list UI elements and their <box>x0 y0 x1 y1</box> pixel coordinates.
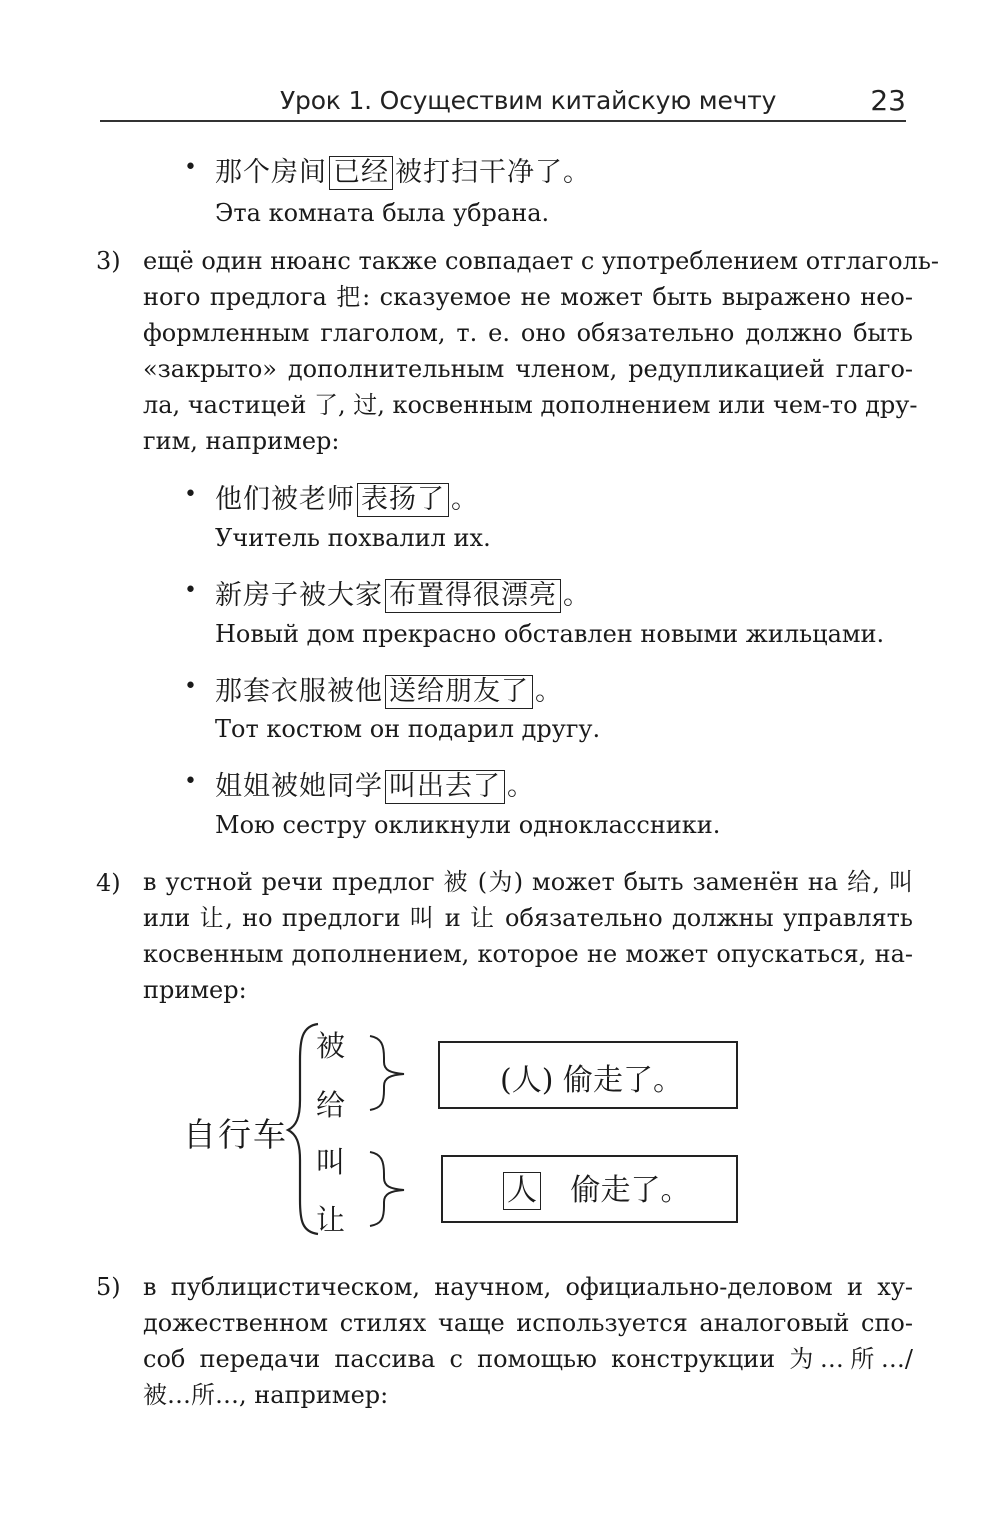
text-line: пример: <box>143 976 247 1004</box>
diagram-subject: 自行车 <box>183 1115 288 1154</box>
bullet-icon: • <box>184 482 197 507</box>
highlight-box: 送给朋友了 <box>385 675 533 709</box>
text-line: косвенным дополнением, которое не может опускаться, на- <box>143 940 913 968</box>
text-line: ещё один нюанс также совпадает с употреблением отглаголь- <box>143 247 940 275</box>
example-translation: Мою сестру окликнули одноклассники. <box>215 811 721 839</box>
bullet-icon: • <box>184 769 197 794</box>
text-line: ного предлога 把: сказуемое не может быть выражено нео- <box>143 283 913 311</box>
header-title: Урок 1. Осуществим китайскую мечту <box>280 86 777 115</box>
example-chinese: 那套衣服被他 送给朋友了 。 <box>215 676 563 707</box>
diagram-result-box-required: 人 偷走了。 <box>441 1155 738 1223</box>
bullet-icon: • <box>184 674 197 699</box>
left-brace <box>288 1024 318 1234</box>
paragraph-item-5 <box>143 1269 913 1413</box>
example-translation: Тот костюм он подарил другу. <box>215 715 601 743</box>
text-line: соб передачи пассива с помощью конструкции 为…所…/ <box>143 1345 913 1373</box>
example-chinese: 姐姐被她同学 叫出去了 。 <box>215 771 535 802</box>
page-number: 23 <box>870 84 906 117</box>
agent-box: 人 <box>503 1172 541 1210</box>
example-chinese: 他们被老师 表扬了 。 <box>215 484 479 515</box>
highlight-box: 表扬了 <box>357 483 449 517</box>
text-line: в публицистическом, научном, официально-деловом и ху- <box>143 1273 913 1301</box>
diagram-preposition: 叫 <box>316 1145 346 1179</box>
bullet-icon: • <box>184 155 197 180</box>
example-chinese: 那个房间 已经 被打扫干净了。 <box>215 157 591 188</box>
highlight-box: 叫出去了 <box>385 770 505 804</box>
text-line: 被…所…, например: <box>143 1381 389 1409</box>
highlight-box: 布置得很漂亮 <box>385 579 561 613</box>
text-line: в устной речи предлог 被 (为) может быть заменён на 给, 叫 <box>143 868 913 896</box>
example-translation: Эта комната была убрана. <box>215 199 550 227</box>
text-line: гим, например: <box>143 427 340 455</box>
text-line: «закрыто» дополнительным членом, редупликацией глаго- <box>143 355 913 383</box>
example-chinese: 新房子被大家 布置得很漂亮 。 <box>215 580 591 611</box>
text-line: или 让, но предлоги 叫 и 让 обязательно должны управлять <box>143 904 913 932</box>
list-number: 3) <box>96 247 121 275</box>
upper-right-brace <box>370 1036 404 1110</box>
text-line: формленным глаголом, т. е. оно обязательно должно быть <box>143 319 913 347</box>
lower-right-brace <box>370 1152 404 1226</box>
example-translation: Учитель похвалил их. <box>215 524 491 552</box>
list-number: 4) <box>96 869 121 897</box>
text-line: ла, частицей 了, 过, косвенным дополнением или чем-то дру- <box>143 391 918 419</box>
diagram-preposition: 被 <box>316 1029 346 1063</box>
highlight-box: 已经 <box>329 156 393 190</box>
text-line: дожественном стилях чаще используется аналоговый спо- <box>143 1309 913 1337</box>
diagram-preposition: 给 <box>316 1088 346 1122</box>
example-translation: Новый дом прекрасно обставлен новыми жильцами. <box>215 620 885 648</box>
diagram-preposition: 让 <box>316 1203 346 1237</box>
diagram-result-box-optional: (人) 偷走了。 <box>438 1041 738 1109</box>
bullet-icon: • <box>184 578 197 603</box>
list-number: 5) <box>96 1273 121 1301</box>
